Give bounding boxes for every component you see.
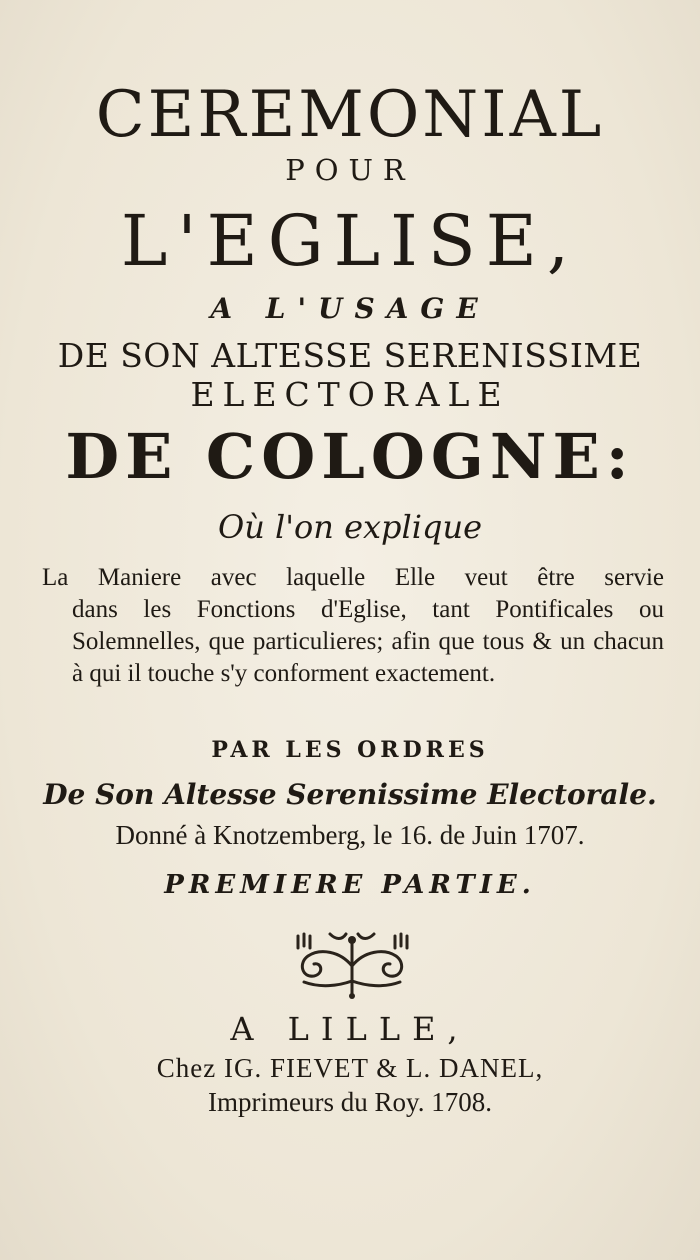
description-paragraph bbox=[42, 562, 664, 690]
title-electorale: ELECTORALE bbox=[190, 375, 510, 414]
book-title: CEREMONIAL bbox=[95, 78, 605, 152]
title-pour: POUR bbox=[285, 153, 415, 187]
par-les-ordres: PAR LES ORDRES bbox=[211, 737, 489, 763]
title-usage: A L'USAGE bbox=[210, 292, 490, 325]
given-date-line: Donné à Knotzemberg, le 16. de Juin 1707. bbox=[115, 820, 585, 850]
title-cologne: DE COLOGNE: bbox=[65, 420, 635, 493]
description-first-line: La Maniere avec laquelle Elle veut être servie bbox=[42, 564, 664, 591]
title-altesse: DE SON ALTESSE SERENISSIME bbox=[57, 336, 643, 375]
description-rest: dans les Fonctions d'Eglise, tant Pontificales ou Solemnelles, que particulieres; afin que tous & un chacun à qui il touche s'y conforment exactement. bbox=[72, 596, 664, 687]
authority-line: De Son Altesse Serenissime Electorale. bbox=[43, 778, 657, 811]
imprint-city: A LILLE, bbox=[230, 1010, 470, 1048]
title-eglise: L'EGLISE, bbox=[120, 200, 580, 282]
fleuron-ornament-icon bbox=[290, 926, 415, 1001]
imprint-year: Imprimeurs du Roy. 1708. bbox=[208, 1087, 492, 1117]
subtitle-ou-explique: Où l'on explique bbox=[217, 508, 483, 546]
part-label: PREMIERE PARTIE. bbox=[164, 870, 536, 900]
imprint-printers: Chez IG. FIEVET & L. DANEL, bbox=[156, 1053, 544, 1083]
